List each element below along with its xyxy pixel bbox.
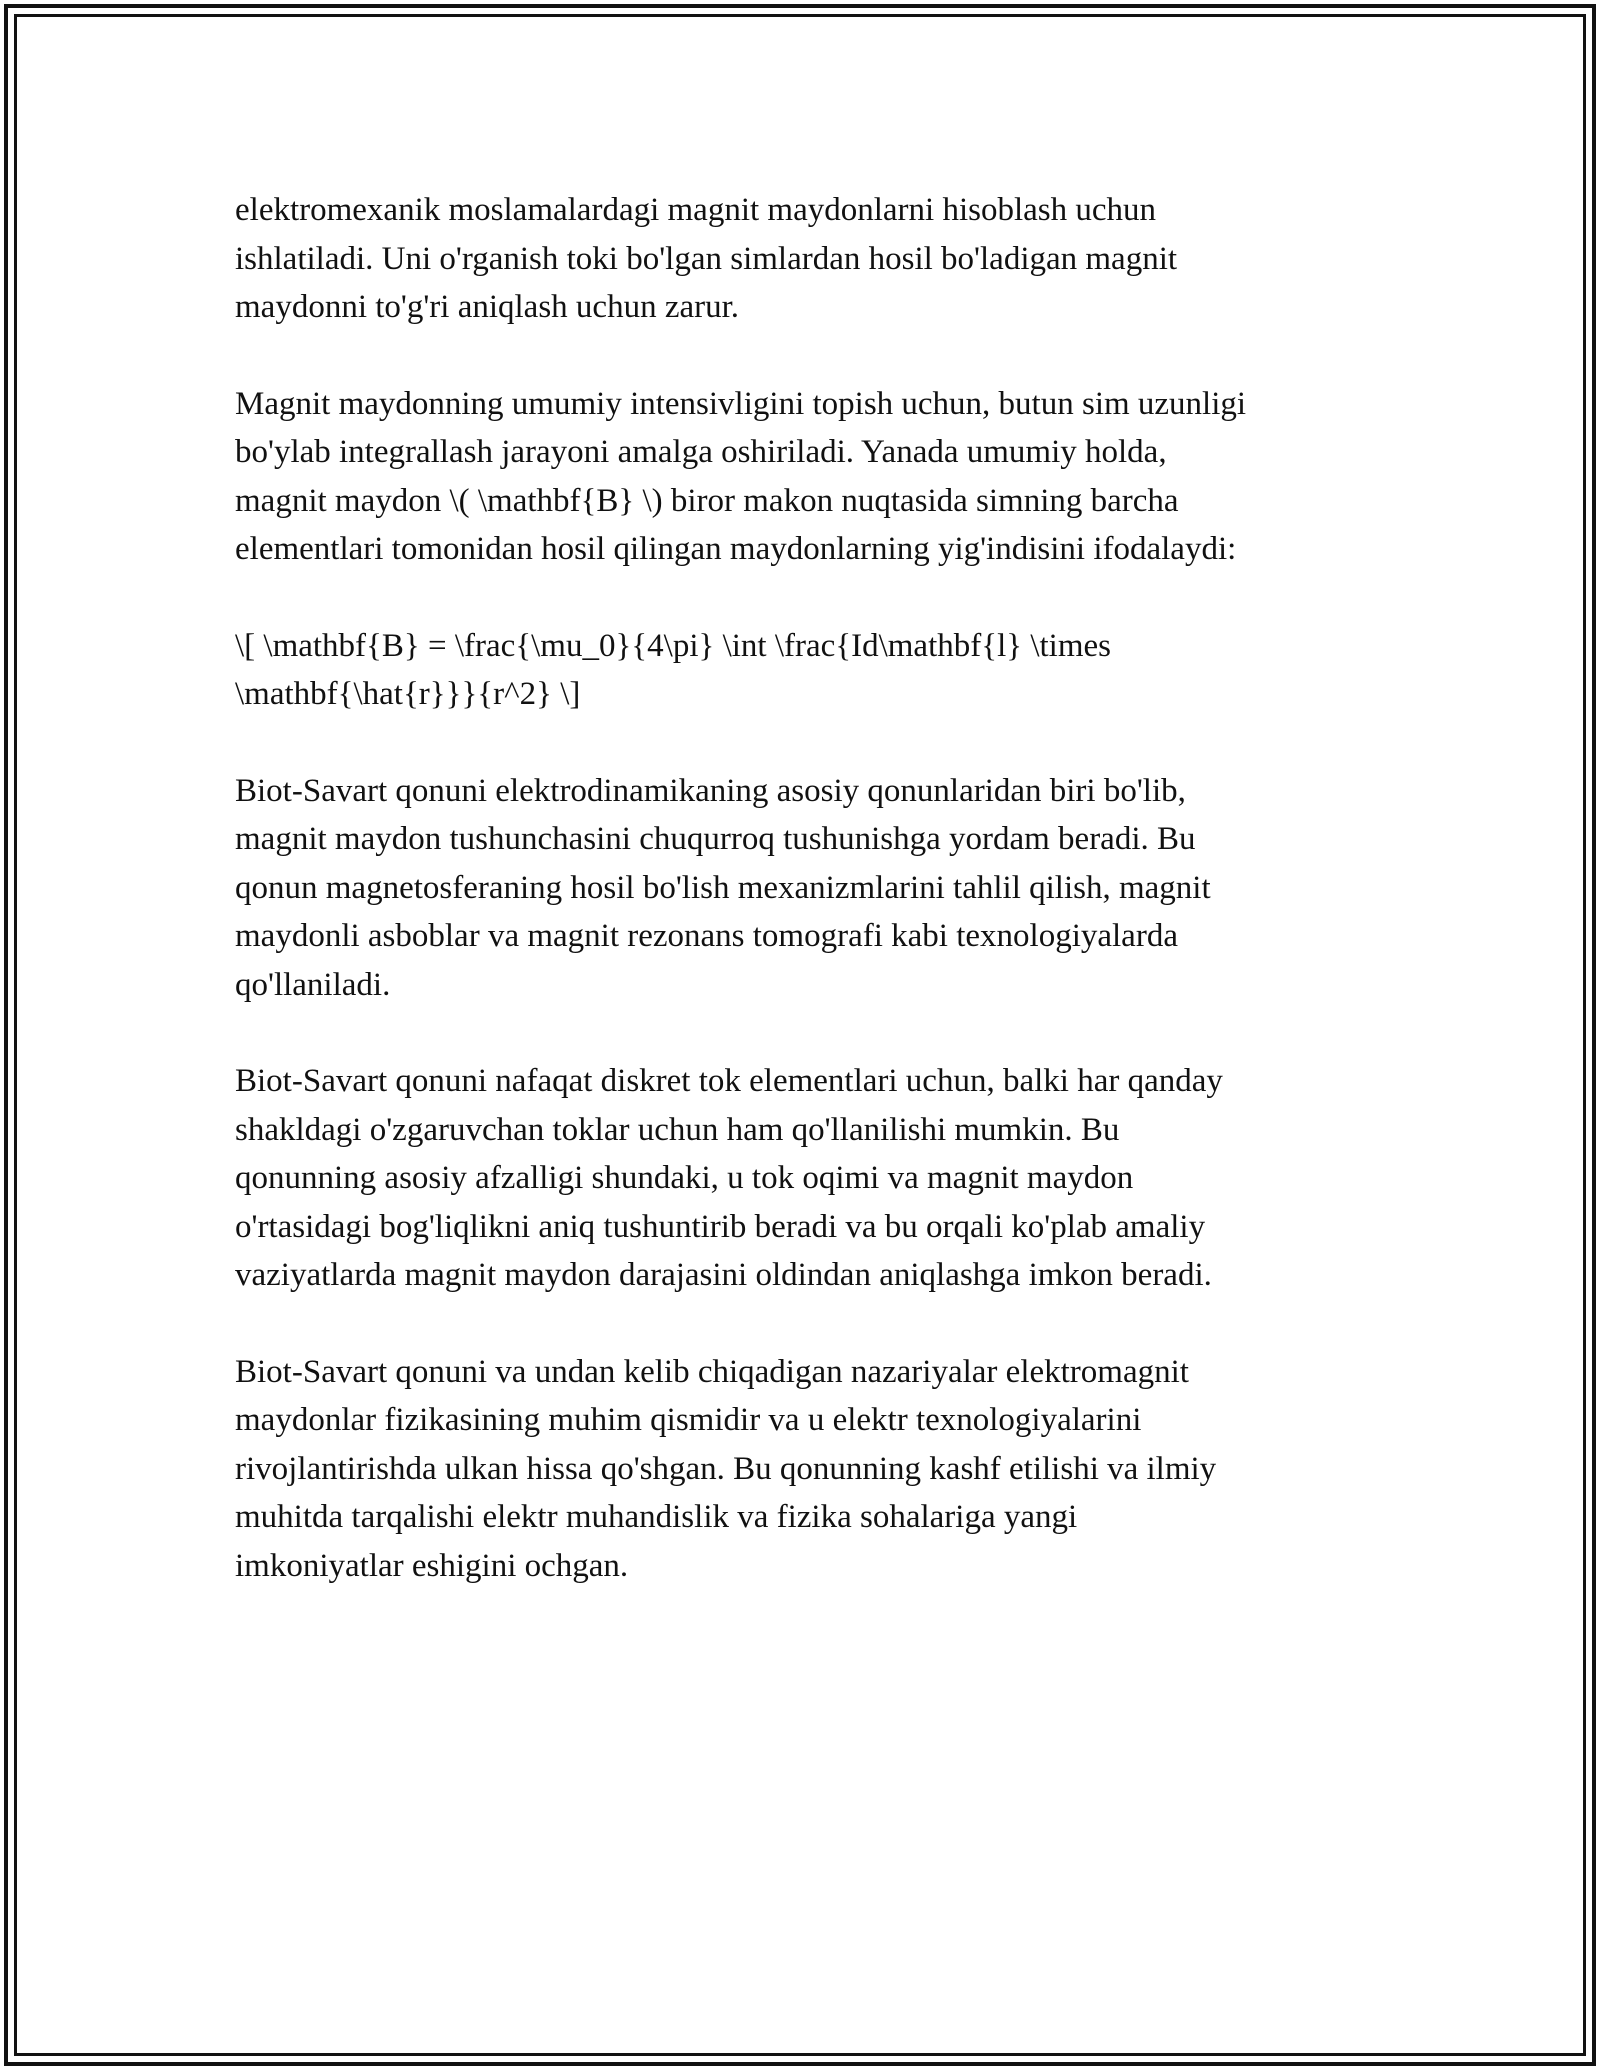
paragraph-5 [235, 1057, 1365, 1300]
text-line: vaziyatlarda magnit maydon darajasini oldindan aniqlashga imkon beradi. [235, 1257, 1212, 1293]
text-line: magnit maydon tushunchasini chuqurroq tushunishga yordam beradi. Bu [235, 821, 1196, 857]
formula-line: \[ \mathbf{B} = \frac{\mu_0}{4\pi} \int \frac{Id\mathbf{l} \times [235, 627, 1111, 664]
text-line: maydonni to'g'ri aniqlash uchun zarur. [235, 289, 740, 325]
text-line: shakldagi o'zgaruvchan toklar uchun ham qo'llanilishi mumkin. Bu [235, 1111, 1120, 1148]
paragraph-6 [235, 1348, 1365, 1591]
text-line: imkoniyatlar eshigini ochgan. [235, 1547, 629, 1584]
paragraph-4 [235, 767, 1365, 1010]
text-line: bo'ylab integrallash jarayoni amalga oshiriladi. Yanada umumiy holda, [235, 434, 1167, 470]
text-line: Biot-Savart qonuni va undan kelib chiqadigan nazariyalar elektromagnit [235, 1353, 1189, 1390]
text-line: qonun magnetosferaning hosil bo'lish mexanizmlarini tahlil qilish, magnit [235, 869, 1211, 906]
text-line: maydonlar fizikasining muhim qismidir va u elektr texnologiyalarini [235, 1402, 1142, 1438]
formula-line: \mathbf{\hat{r}}}{r^2} \] [235, 676, 581, 712]
text-line: muhitda tarqalishi elektr muhandislik va fizika sohalariga yangi [235, 1499, 1078, 1535]
text-line: Magnit maydonning umumiy intensivligini topish uchun, butun sim uzunligi [235, 385, 1247, 422]
text-line: Biot-Savart qonuni nafaqat diskret tok elementlari uchun, balki har qanday [235, 1063, 1223, 1099]
document-body [235, 186, 1365, 1638]
formula-paragraph [235, 622, 1365, 719]
text-line: magnit maydon \( \mathbf{B} \) biror makon nuqtasida simning barcha [235, 482, 1179, 519]
paragraph-1 [235, 186, 1365, 332]
text-line: rivojlantirishda ulkan hissa qo'shgan. Bu qonunning kashf etilishi va ilmiy [235, 1450, 1217, 1487]
text-line: elementlari tomonidan hosil qilingan maydonlarning yig'indisini ifodalaydi: [235, 531, 1237, 567]
text-line: Biot-Savart qonuni elektrodinamikaning asosiy qonunlaridan biri bo'lib, [235, 772, 1186, 809]
paragraph-2 [235, 380, 1365, 574]
text-line: maydonli asboblar va magnit rezonans tomografi kabi texnologiyalarda [235, 918, 1178, 954]
text-line: qonunning asosiy afzalligi shundaki, u tok oqimi va magnit maydon [235, 1160, 1134, 1196]
text-line: ishlatiladi. Uni o'rganish toki bo'lgan simlardan hosil bo'ladigan magnit [235, 240, 1178, 277]
text-line: o'rtasidagi bog'liqlikni aniq tushuntirib beradi va bu orqali ko'plab amaliy [235, 1208, 1206, 1245]
text-line: elektromexanik moslamalardagi magnit maydonlarni hisoblash uchun [235, 192, 1157, 228]
text-line: qo'llaniladi. [235, 966, 391, 1003]
